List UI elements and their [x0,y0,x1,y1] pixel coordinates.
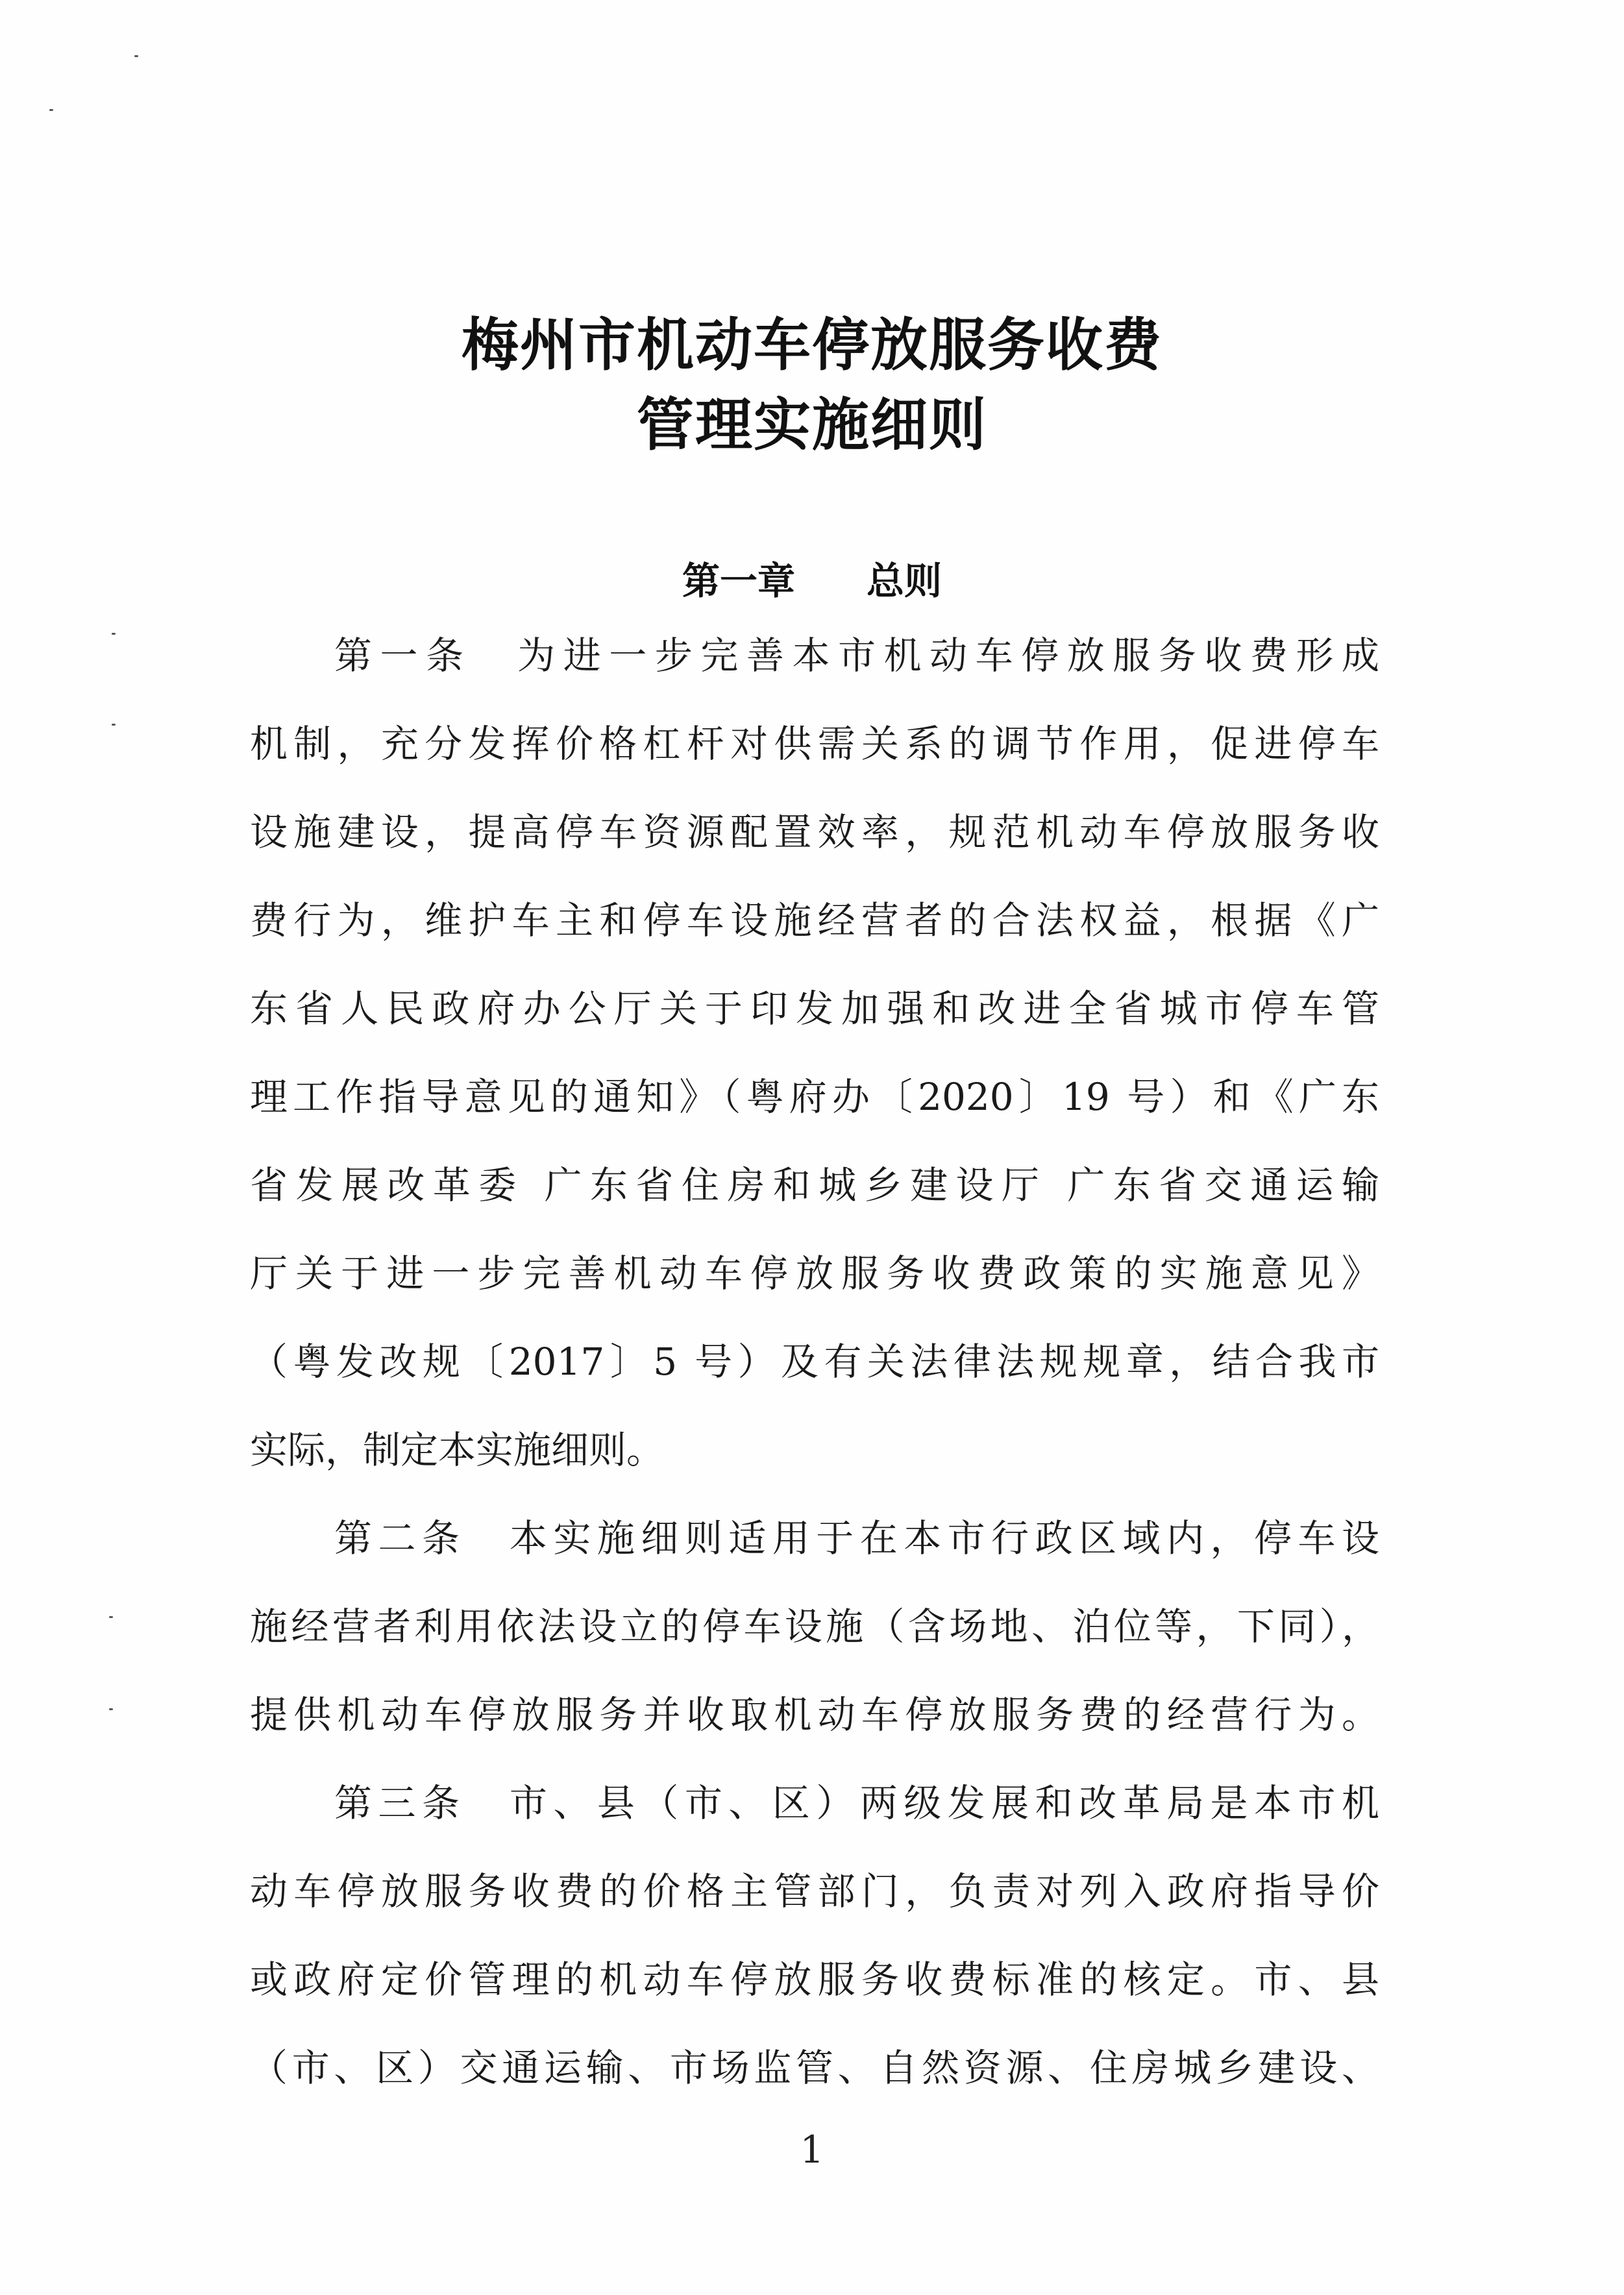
body-line: 提供机动车停放服务并收取机动车停放服务费的经营行为。 [250,1693,1379,1737]
body-line: 设施建设，提高停车资源配置效率，规范机动车停放服务收 [250,810,1379,854]
body-line: 实际，制定本实施细则。 [250,1428,665,1472]
body-line: 施经营者利用依法设立的停车设施（含场地、泊位等，下同）， [250,1604,1379,1649]
chapter-heading [0,550,1624,605]
scan-speck [109,1616,113,1618]
body-line: 或政府定价管理的机动车停放服务收费标准的核定。市、县 [250,1958,1379,2002]
body-line: 第一条 为进一步完善本市机动车停放服务收费形成 [334,633,1379,678]
body-line: 第二条 本实施细则适用于在本市行政区域内，停车设 [334,1516,1379,1560]
chapter-name: 总则 [867,559,942,603]
body-line: 厅关于进一步完善机动车停放服务收费政策的实施意见》 [250,1251,1379,1295]
scan-speck [109,1708,113,1710]
body-line: （市、区）交通运输、市场监管、自然资源、住房城乡建设、 [250,2046,1379,2090]
body-line: 理工作指导意见的通知》（粤府办〔2020〕19 号）和《广东 [250,1075,1379,1119]
body-line: 机制，充分发挥价格杠杆对供需关系的调节作用，促进停车 [250,722,1379,766]
body-line: 省发展改革委 广东省住房和城乡建设厅 广东省交通运输 [250,1163,1379,1207]
body-line: 动车停放服务收费的价格主管部门，负责对列入政府指导价 [250,1869,1379,1913]
document-title-line-1: 梅州市机动车停放服务收费 [461,312,1163,378]
body-line: 费行为，维护车主和停车设施经营者的合法权益，根据《广 [250,898,1379,942]
page-number: 1 [800,2128,824,2172]
scan-speck [49,109,53,111]
scan-speck [134,55,138,57]
body-line: （粤发改规〔2017〕5 号）及有关法律法规规章，结合我市 [250,1340,1379,1384]
scan-speck [112,633,116,635]
body-line: 东省人民政府办公厅关于印发加强和改进全省城市停车管 [250,987,1379,1031]
document-title-line-2: 管理实施细则 [636,391,987,458]
scan-speck [112,724,116,726]
chapter-number: 第一章 [682,559,795,603]
body-line: 第三条 市、县（市、区）两级发展和改革局是本市机 [334,1781,1379,1825]
